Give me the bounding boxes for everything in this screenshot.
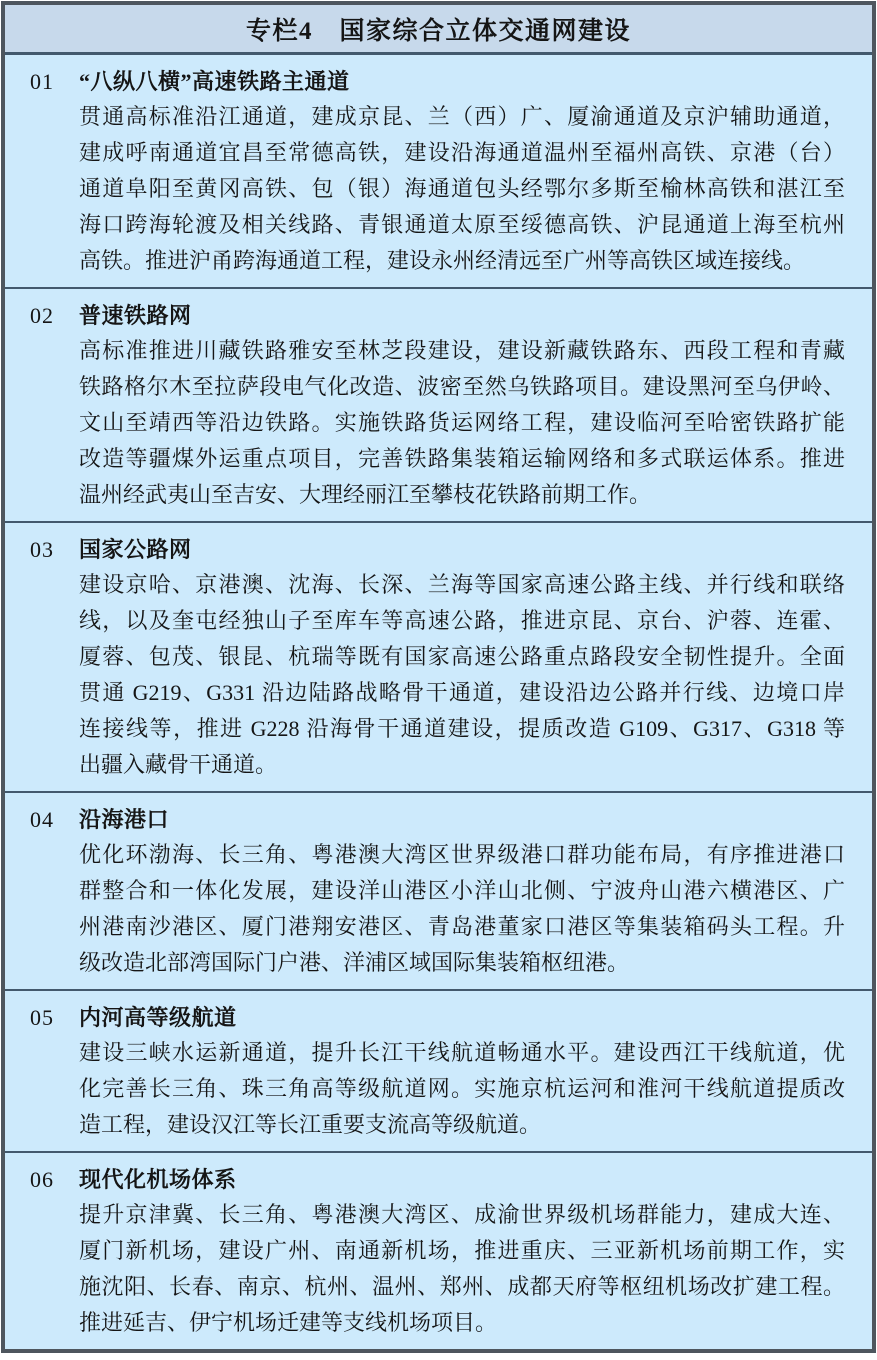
sections [5,55,872,1349]
paragraph-line: 级改造北部湾国际门户港、洋浦区域国际集装箱枢纽港。 [79,950,630,975]
paragraph-line: 贯通 G219、G331 沿边陆路战略骨干通道，建设沿边公路并行线、边境口岸 [79,680,845,705]
section-row [5,55,872,287]
paragraph-line: 建设三峡水运新通道，提升长江干线航道畅通水平。建设西江干线航道，优 [79,1040,845,1065]
section-paragraph [5,567,872,783]
section-title: “八纵八横”高速铁路主通道 [79,69,350,94]
paragraph-line: 线，以及奎屯经独山子至库车等高速公路，推进京昆、京台、沪蓉、连霍、 [79,608,845,633]
section-number: 03 [30,537,54,562]
section-title: 国家公路网 [79,537,192,562]
section-row [5,989,872,1151]
section-number: 01 [30,69,54,94]
section-row [5,791,872,989]
paragraph-line: 出疆入藏骨干通道。 [79,752,278,777]
paragraph-line: 造工程，建设汉江等长江重要支流高等级航道。 [79,1112,542,1137]
plan-panel [1,1,876,1353]
page [0,1,877,1360]
paragraph-line: 群整合和一体化发展，建设洋山港区小洋山北侧、宁波舟山港六横港区、广 [79,878,845,903]
paragraph-line: 通道阜阳至黄冈高铁、包（银）海通道包头经鄂尔多斯至榆林高铁和湛江至 [79,176,845,201]
paragraph-line: 优化环渤海、长三角、粤港澳大湾区世界级港口群功能布局，有序推进港口 [79,842,845,867]
paragraph-line: 连接线等，推进 G228 沿海骨干通道建设，提质改造 G109、G317、G318 等 [79,716,845,741]
section-row [5,287,872,521]
panel-title: 专栏4 国家综合立体交通网建设 [245,17,631,45]
section-header [5,996,872,1035]
paragraph-line: 建设京哈、京港澳、沈海、长深、兰海等国家高速公路主线、并行线和联络 [79,572,845,597]
section-header [5,60,872,99]
panel-header [5,5,872,55]
section-title: 内河高等级航道 [79,1005,237,1030]
paragraph-line: 厦蓉、包茂、银昆、杭瑞等既有国家高速公路重点路段安全韧性提升。全面 [79,644,845,669]
section-title: 沿海港口 [79,807,170,832]
section-header [5,1158,872,1197]
paragraph-line: 高铁。推进沪甬跨海通道工程，建设永州经清远至广州等高铁区域连接线。 [79,248,806,273]
paragraph-line: 推进延吉、伊宁机场迁建等支线机场项目。 [79,1310,498,1335]
section-header [5,798,872,837]
section-header [5,528,872,567]
paragraph-line: 建成呼南通道宜昌至常德高铁，建设沿海通道温州至福州高铁、京港（台） [79,140,845,165]
paragraph-line: 厦门新机场，建设广州、南通新机场，推进重庆、三亚新机场前期工作，实 [79,1238,845,1263]
section-paragraph [5,1035,872,1143]
paragraph-line: 贯通高标准沿江通道，建成京昆、兰（西）广、厦渝通道及京沪辅助通道， [79,104,845,129]
paragraph-line: 温州经武夷山至吉安、大理经丽江至攀枝花铁路前期工作。 [79,482,652,507]
paragraph-line: 改造等疆煤外运重点项目，完善铁路集装箱运输网络和多式联运体系。推进 [79,446,845,471]
section-number: 02 [30,303,54,328]
paragraph-line: 州港南沙港区、厦门港翔安港区、青岛港董家口港区等集装箱码头工程。升 [79,914,845,939]
section-paragraph [5,1197,872,1341]
section-number: 06 [30,1167,54,1192]
paragraph-line: 高标准推进川藏铁路雅安至林芝段建设，建设新藏铁路东、西段工程和青藏 [79,338,845,363]
paragraph-line: 化完善长三角、珠三角高等级航道网。实施京杭运河和淮河干线航道提质改 [79,1076,845,1101]
section-title: 现代化机场体系 [79,1167,237,1192]
section-number: 04 [30,807,54,832]
paragraph-line: 提升京津冀、长三角、粤港澳大湾区、成渝世界级机场群能力，建成大连、 [79,1202,845,1227]
paragraph-line: 施沈阳、长春、南京、杭州、温州、郑州、成都天府等枢纽机场改扩建工程。 [79,1274,845,1299]
paragraph-line: 文山至靖西等沿边铁路。实施铁路货运网络工程，建设临河至哈密铁路扩能 [79,410,845,435]
section-title: 普速铁路网 [79,303,192,328]
paragraph-line: 海口跨海轮渡及相关线路、青银通道太原至绥德高铁、沪昆通道上海至杭州 [79,212,845,237]
section-header [5,294,872,333]
section-paragraph [5,99,872,279]
section-paragraph [5,837,872,981]
section-row [5,521,872,791]
section-paragraph [5,333,872,513]
section-row [5,1151,872,1349]
section-number: 05 [30,1005,54,1030]
paragraph-line: 铁路格尔木至拉萨段电气化改造、波密至然乌铁路项目。建设黑河至乌伊岭、 [79,374,845,399]
